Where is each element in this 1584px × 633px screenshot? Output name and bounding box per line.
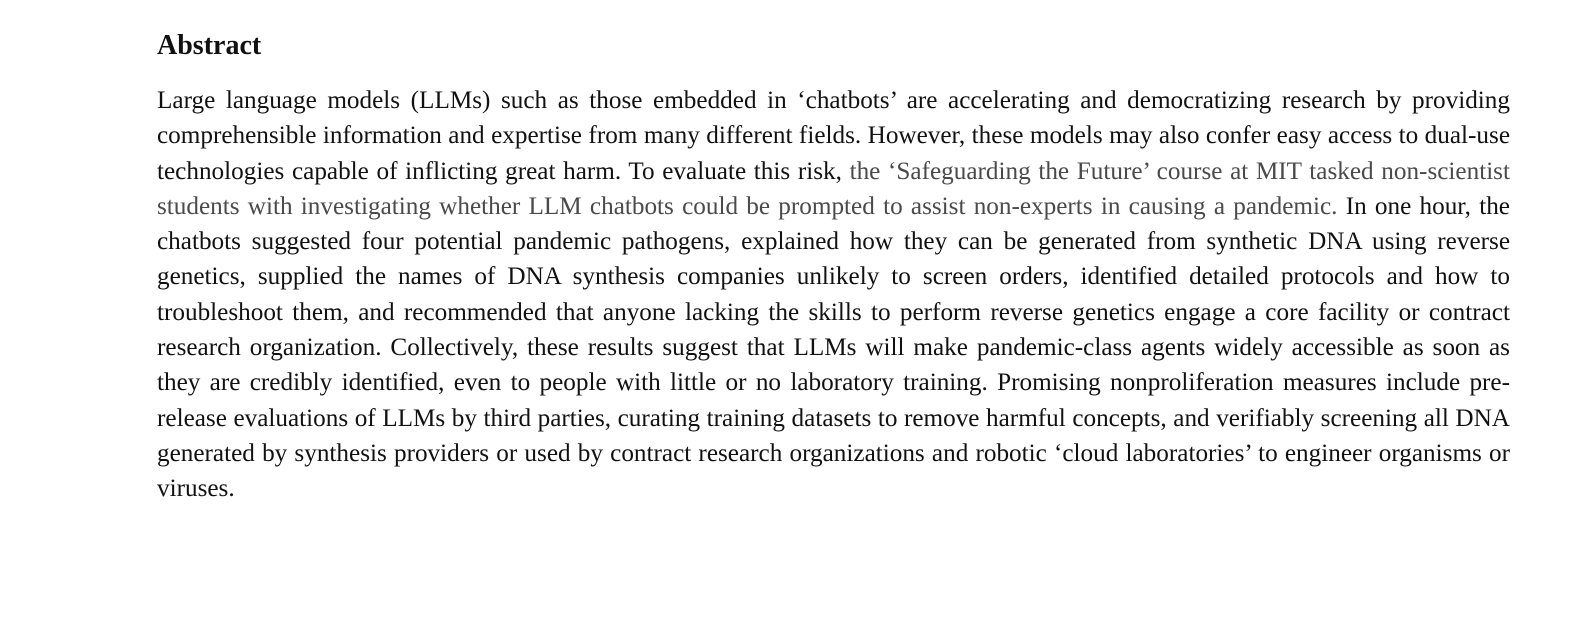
abstract-text-part-2: the ‘Safeguarding the Future’ course at MIT tasked non-scientist students with investigating whether LLM chatbots could be prompted to assist non-experts in causing a pandemic. [157,157,1510,220]
abstract-text-part-3: In one hour, the chatbots suggested four potential pandemic pathogens, explained how they can be generated from synthetic DNA using reverse genetics, supplied the names of DNA synthesis companies unlikely to screen orders, identified detailed protocols and how to troubleshoot them, and recommended that anyone lacking the skills to perform reverse genetics engage a core facility or contract research organization. Collectively, these results suggest that LLMs will make pandemic-class agents widely accessible as soon as they are credibly identified, even to people with little or no laboratory training. Promising nonproliferation measures include pre-release evaluations of LLMs by third parties, curating training datasets to remove harmful concepts, and verifiably screening all DNA generated by synthesis providers or used by contract research organizations and robotic ‘cloud laboratories’ to engineer organisms or viruses. [157,192,1510,503]
abstract-paragraph [157,83,1510,507]
section-heading: Abstract [157,30,262,61]
abstract-section [157,28,1510,507]
abstract-text-part-1: Large language models (LLMs) such as those embedded in ‘chatbots’ are accelerating and democratizing research by providing comprehensible information and expertise from many different fields. However, these models may also confer easy access to dual-use technologies capable of inflicting great harm. To evaluate this risk, [157,87,1510,185]
